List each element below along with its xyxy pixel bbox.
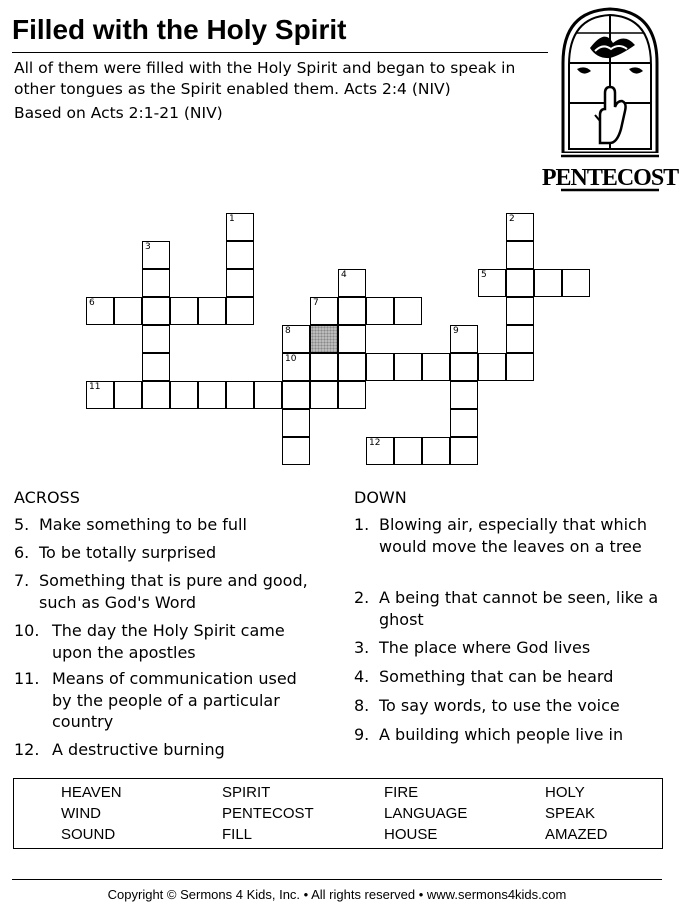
clue-text: The day the Holy Spirit came upon the apostles [52,621,285,662]
crossword-cell[interactable] [226,381,254,409]
clue-number: 5 [481,270,487,280]
clue-number: 1. [354,515,370,534]
crossword-cell[interactable] [506,213,534,241]
crossword-cell[interactable] [506,353,534,381]
clue-text: A destructive burning [52,740,225,759]
crossword-cell[interactable] [114,297,142,325]
clue-text: To be totally surprised [39,543,217,562]
crossword-cell[interactable] [338,325,366,353]
crossword-cell[interactable] [198,297,226,325]
crossword-cell[interactable] [226,297,254,325]
crossword-cell[interactable] [142,297,170,325]
clue-number: 6 [89,298,95,308]
clue-number: 8. [354,696,370,715]
clue-number: 1 [229,214,235,224]
clue-text: A being that cannot be seen, like a ghost [379,588,659,629]
word-bank-word: SPEAK [545,805,596,822]
clue-number: 4 [341,270,347,280]
crossword-cell[interactable] [478,353,506,381]
word-bank-word: FIRE [384,784,419,801]
clue-text: The place where God lives [379,638,591,657]
clue-item [354,666,694,688]
crossword-cell[interactable] [310,353,338,381]
clue-text: Something that can be heard [379,667,614,686]
clue-number: 8 [285,326,291,336]
clue-text: Means of communication used by the people of a particular country [52,669,297,731]
down-heading: DOWN [354,488,407,507]
crossword-cell[interactable] [142,353,170,381]
crossword-cell[interactable] [338,353,366,381]
crossword-cell[interactable] [422,353,450,381]
crossword-cell[interactable] [450,409,478,437]
crossword-cell[interactable] [310,381,338,409]
clue-item [14,570,329,613]
crossword-cell[interactable] [226,241,254,269]
word-bank-word: HOLY [545,784,585,801]
crossword-cell[interactable] [506,269,534,297]
crossword-cell[interactable] [366,437,394,465]
clue-number: 7 [313,298,319,308]
crossword-cell[interactable] [282,437,310,465]
word-bank-word: FILL [222,826,253,843]
crossword-cell[interactable] [338,297,366,325]
crossword-cell[interactable] [282,353,310,381]
clue-number: 12. [14,740,40,759]
crossword-cell[interactable] [282,381,310,409]
clue-number: 11 [89,382,101,392]
clue-text: To say words, to use the voice [379,696,620,715]
word-bank-word: PENTECOST [222,805,314,822]
clue-text: A building which people live in [379,725,624,744]
shaded-cell [310,325,338,353]
copyright-footer: Copyright © Sermons 4 Kids, Inc. • All rights reserved • www.sermons4kids.com [107,887,567,902]
crossword-cell[interactable] [170,297,198,325]
crossword-cell[interactable] [562,269,590,297]
word-bank-word: SOUND [61,826,116,843]
clue-item [14,514,329,536]
clue-number: 4. [354,667,370,686]
crossword-cell[interactable] [282,409,310,437]
crossword-cell[interactable] [338,269,366,297]
clue-number: 10 [285,354,297,364]
clue-number: 10. [14,621,40,640]
clue-number: 2 [509,214,515,224]
based-on-reference: Based on Acts 2:1-21 (NIV) [14,104,223,122]
crossword-cell[interactable] [142,269,170,297]
crossword-cell[interactable] [394,437,422,465]
crossword-cell[interactable] [478,269,506,297]
clue-number: 7. [14,571,30,590]
clue-item [354,514,694,557]
crossword-cell[interactable] [282,325,310,353]
crossword-cell[interactable] [338,381,366,409]
bible-verse: All of them were filled with the Holy Spirit and began to speak in other tongues as the Spirit enabled them. Acts 2:4 (NIV) [14,59,516,98]
clue-number: 3. [354,638,370,657]
clue-number: 3 [145,242,151,252]
crossword-cell[interactable] [114,381,142,409]
crossword-cell[interactable] [142,381,170,409]
crossword-cell[interactable] [142,325,170,353]
word-bank-word: LANGUAGE [384,805,468,822]
crossword-cell[interactable] [506,297,534,325]
page-title: Filled with the Holy Spirit [12,14,347,45]
clue-text: Blowing air, especially that which would move the leaves on a tree [379,515,647,556]
crossword-cell[interactable] [86,297,114,325]
clue-item [354,695,694,717]
clue-number: 2. [354,588,370,607]
word-bank-word: HOUSE [384,826,438,843]
footer-divider [12,879,662,880]
logo-text: PENTECOST [541,165,679,191]
clue-number: 12 [369,438,381,448]
clue-text: Something that is pure and good, such as God's Word [39,571,308,612]
crossword-cell[interactable] [226,213,254,241]
across-heading: ACROSS [14,488,80,507]
clue-item [14,542,329,564]
clue-item [354,724,694,746]
crossword-cell[interactable] [366,297,394,325]
crossword-cell[interactable] [226,269,254,297]
word-bank-word: AMAZED [545,826,608,843]
crossword-cell[interactable] [366,353,394,381]
clue-number: 9. [354,725,370,744]
crossword-cell[interactable] [422,437,450,465]
crossword-cell[interactable] [170,381,198,409]
clue-number: 9 [453,326,459,336]
crossword-cell[interactable] [506,241,534,269]
clue-item [14,620,314,663]
word-bank-word: HEAVEN [61,784,122,801]
clue-item [14,739,314,761]
crossword-cell[interactable] [534,269,562,297]
clue-item [354,587,694,630]
crossword-cell[interactable] [254,381,282,409]
crossword-cell[interactable] [394,297,422,325]
clue-number: 6. [14,543,30,562]
clue-item [14,668,314,733]
crossword-cell[interactable] [506,325,534,353]
crossword-cell[interactable] [450,437,478,465]
clue-item [354,637,694,659]
crossword-cell[interactable] [86,381,114,409]
clue-number: 11. [14,669,40,688]
crossword-cell[interactable] [198,381,226,409]
crossword-cell[interactable] [394,353,422,381]
crossword-cell[interactable] [310,297,338,325]
crossword-cell[interactable] [142,241,170,269]
clue-number: 5. [14,515,30,534]
word-bank-word: WIND [61,805,101,822]
crossword-cell[interactable] [450,381,478,409]
crossword-cell[interactable] [450,325,478,353]
word-bank-word: SPIRIT [222,784,271,801]
clue-text: Make something to be full [39,515,247,534]
crossword-cell[interactable] [450,353,478,381]
